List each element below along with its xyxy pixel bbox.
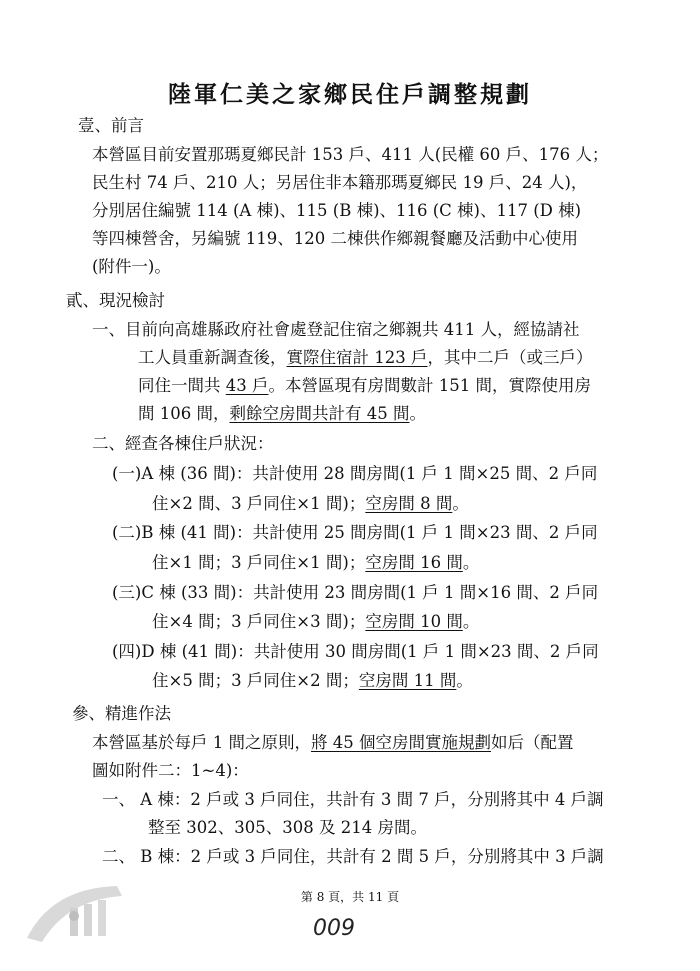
paragraph-line: 等四棟營舍，另編號 119、120 二棟供作鄉親餐廳及活動中心使用	[92, 229, 578, 248]
paragraph-line: 工人員重新調查後，實際住宿計 123 戶，其中二戶（或三戶）	[138, 348, 593, 367]
paragraph-line: 本營區目前安置那瑪夏鄉民計 153 戶、411 人(民權 60 戶、176 人；	[92, 145, 609, 164]
building-line: (三)C 棟 (33 間)：共計使用 23 間房間(1 戶 1 間×16 間、2 戶同	[112, 583, 599, 602]
logo-watermark-icon	[22, 878, 132, 948]
paragraph-line: 本營區基於每戶 1 間之原則，將 45 個空房間實施規劃如后（配置	[92, 733, 574, 752]
paragraph-line: (附件一)。	[92, 257, 171, 276]
building-line: (一)A 棟 (36 間)：共計使用 28 間房間(1 戶 1 間×25 間、2 戶同	[112, 464, 598, 483]
section-heading: 參、精進作法	[72, 704, 171, 723]
paragraph-line: 一、目前向高雄縣政府社會處登記住宿之鄉親共 411 人，經協請社	[92, 320, 580, 339]
underlined-text: 43 戶	[225, 376, 269, 395]
paragraph-line: 圖如附件二：1~4)：	[92, 761, 249, 780]
underlined-text: 空房間 16 間	[365, 553, 463, 572]
paragraph-line: 同住一間共 43 戶。本營區現有房間數計 151 間，實際使用房	[138, 376, 591, 395]
underlined-text: 空房間 10 間	[365, 612, 463, 631]
building-line: 住×4 間；3 戶同住×3 間)；空房間 10 間。	[152, 612, 480, 631]
building-line: 住×5 間；3 戶同住×2 間；空房間 11 間。	[152, 671, 473, 690]
underlined-text: 空房間 8 間	[365, 494, 453, 513]
paragraph-line: 一、 A 棟：2 戶或 3 戶同住，共計有 3 間 7 戶，分別將其中 4 戶調	[102, 790, 604, 809]
section-heading: 壹、前言	[78, 116, 144, 135]
underlined-text: 將 45 個空房間實施規劃	[311, 733, 491, 752]
underlined-text: 空房間 11 間	[358, 671, 457, 690]
paragraph-line: 間 106 間，剩餘空房間共計有 45 間。	[138, 404, 426, 423]
building-line: (四)D 棟 (41 間)：共計使用 30 間房間(1 戶 1 間×23 間、2 戶同	[112, 642, 599, 661]
building-line: 住×2 間、3 戶同住×1 間)；空房間 8 間。	[152, 494, 469, 513]
underlined-text: 剩餘空房間共計有 45 間	[229, 404, 410, 423]
paragraph-line: 二、 B 棟：2 戶或 3 戶同住，共計有 2 間 5 戶，分別將其中 3 戶調	[102, 847, 604, 866]
building-line: (二)B 棟 (41 間)：共計使用 25 間房間(1 戶 1 間×23 間、2 戶同	[112, 523, 598, 542]
page-number-stamp: 009	[313, 916, 355, 941]
paragraph-line: 二、經查各棟住戶狀況：	[92, 434, 274, 453]
paragraph-line: 整至 302、305、308 及 214 房間。	[148, 818, 427, 837]
paragraph-line: 民生村 74 戶、210 人；另居住非本籍那瑪夏鄉民 19 戶、24 人)，	[92, 173, 588, 192]
building-line: 住×1 間；3 戶同住×1 間)；空房間 16 間。	[152, 553, 480, 572]
underlined-text: 實際住宿計 123 戶	[286, 348, 428, 367]
page-title: 陸軍仁美之家鄉民住戶調整規劃	[168, 81, 532, 108]
page-footer: 第 8 頁，共 11 頁	[300, 890, 400, 904]
paragraph-line: 分別居住編號 114 (A 棟)、115 (B 棟)、116 (C 棟)、117 (D 棟)	[92, 201, 582, 220]
section-heading: 貳、現況檢討	[66, 291, 165, 310]
